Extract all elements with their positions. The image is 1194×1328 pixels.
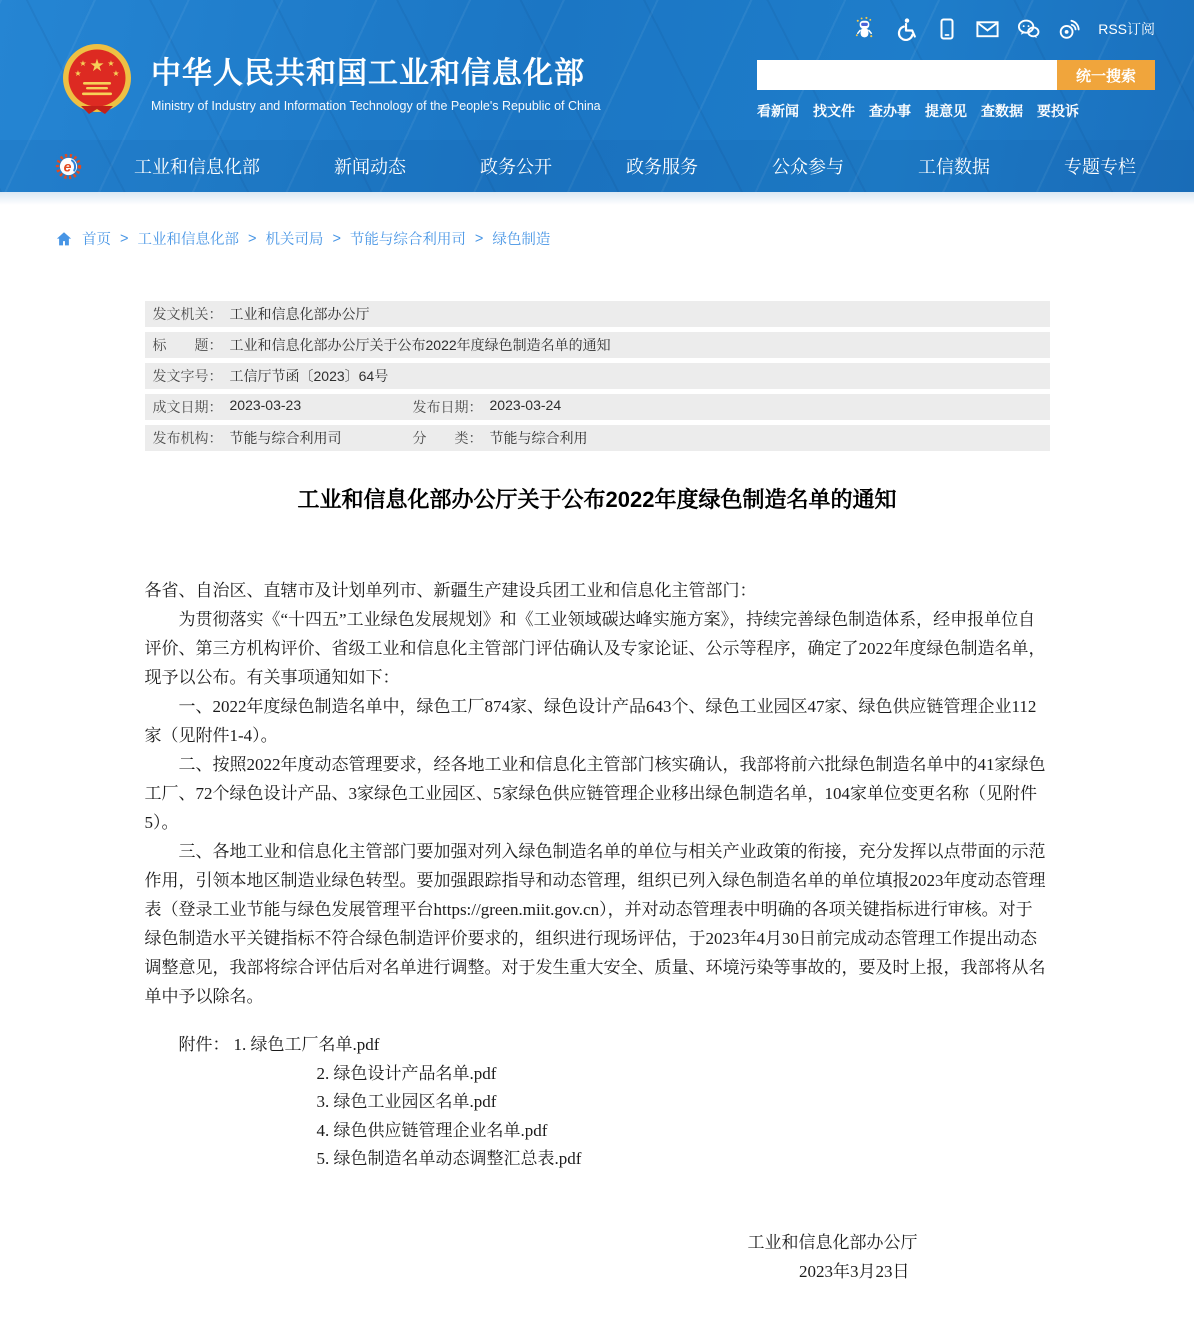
site-subtitle: Ministry of Industry and Information Technology of the People's Republic of China xyxy=(151,98,601,113)
meta-value: 工业和信息化部办公厅 xyxy=(229,306,370,322)
quick-links xyxy=(757,101,1155,121)
svg-text:★: ★ xyxy=(112,69,120,78)
attachment-link-green-industrial-parks[interactable]: 3. 绿色工业园区名单.pdf xyxy=(316,1092,497,1111)
mail-icon[interactable] xyxy=(975,16,1000,41)
quick-link-news[interactable]: 看新闻 xyxy=(757,103,799,119)
breadcrumb-energy-dept[interactable]: 节能与综合利用司 xyxy=(349,232,466,248)
meta-label: 发文机关： xyxy=(152,306,223,322)
meta-label: 发布日期： xyxy=(412,399,483,415)
meta-label: 分 类： xyxy=(412,430,483,446)
meta-value: 节能与综合利用司 xyxy=(229,430,342,446)
signature-org: 工业和信息化部办公厅 xyxy=(747,1232,918,1252)
meta-value: 工业和信息化部办公厅关于公布2022年度绿色制造名单的通知 xyxy=(229,337,611,353)
rss-link[interactable]: RSS订阅 xyxy=(1098,20,1155,37)
national-emblem-icon xyxy=(57,40,137,120)
header-fade xyxy=(0,192,1194,205)
document-body xyxy=(145,576,1050,1286)
paragraph-intro: 为贯彻落实《“十四五”工业绿色发展规划》和《工业领域碳达峰实施方案》，持续完善绿色制造体系，经申报单位自评价、第三方机构评价、省级工业和信息化主管部门评估确认及专家论证、公示等程序，确定了2022年度绿色制造名单，现予以公布。有关事项通知如下： xyxy=(144,610,1046,687)
home-icon[interactable] xyxy=(55,230,73,248)
svg-text:★: ★ xyxy=(107,59,115,68)
document-title: 工业和信息化部办公厅关于公布2022年度绿色制造名单的通知 xyxy=(297,487,897,512)
nav-item-miit[interactable]: 工业和信息化部 xyxy=(134,157,260,177)
attachment-link-green-factory[interactable]: 1. 绿色工厂名单.pdf xyxy=(233,1035,380,1054)
mobile-icon[interactable] xyxy=(934,16,959,41)
breadcrumb-separator: > xyxy=(474,230,484,247)
paragraph-item-2: 二、按照2022年度动态管理要求，经各地工业和信息化主管部门核实确认，我部将前六批绿色制造名单中的41家绿色工厂、72个绿色设计产品、3家绿色工业园区、5家绿色供应链管理企业移出绿色制造名单，104家单位变更名称（见附件5）。 xyxy=(144,755,1046,832)
meta-row-title xyxy=(145,332,1050,358)
breadcrumb-departments[interactable]: 机关司局 xyxy=(265,232,324,248)
brand[interactable] xyxy=(57,40,601,120)
breadcrumb-green-manufacturing[interactable]: 绿色制造 xyxy=(492,232,551,248)
page-bottom-spacer xyxy=(145,1286,1050,1328)
meta-label: 发布机构： xyxy=(152,430,223,446)
breadcrumb-separator: > xyxy=(332,230,341,247)
meta-value: 2023-03-24 xyxy=(489,397,562,413)
meta-label: 成文日期： xyxy=(152,399,223,415)
meta-value: 2023-03-23 xyxy=(229,397,302,413)
svg-text:★: ★ xyxy=(89,56,105,75)
search-area xyxy=(757,60,1155,121)
signature-block xyxy=(145,1228,1050,1286)
breadcrumb-separator: > xyxy=(120,230,129,247)
nav-item-data[interactable]: 工信数据 xyxy=(918,157,990,177)
weibo-icon[interactable] xyxy=(1057,16,1082,41)
attachment-link-green-design-products[interactable]: 2. 绿色设计产品名单.pdf xyxy=(316,1063,497,1083)
search-input[interactable] xyxy=(757,60,1057,90)
meta-row-doc-number xyxy=(145,363,1050,389)
gov-e-logo-icon[interactable] xyxy=(55,153,82,180)
paragraph-item-1: 一、2022年度绿色制造名单中，绿色工厂874家、绿色设计产品643个、绿色工业园区47家、绿色供应链管理企业112家（见附件1-4）。 xyxy=(144,697,1037,745)
svg-text:★: ★ xyxy=(79,59,87,68)
paragraph-item-3: 三、各地工业和信息化主管部门要加强对列入绿色制造名单的单位与相关产业政策的衔接，充分发挥以点带面的示范作用，引领本地区制造业绿色转型。要加强跟踪指导和动态管理，组织已列入绿色制造名单的单位填报2023年度动态管理表（登录工业节能与绿色发展管理平台https://green.miit.gov.cn），并对动态管理表中明确的各项关键指标进行审核。对于绿色制造水平关键指标不符合绿色制造评价要求的，组织进行现场评估，于2023年4月30日前完成动态管理工作提出动态调整意见，我部将综合评估后对名单进行调整。对于发生重大安全、质量、环境污染等事故的，要及时上报，我部将从名单中予以除名。 xyxy=(144,842,1046,1006)
breadcrumb-home[interactable]: 首页 xyxy=(82,232,111,248)
quick-link-data[interactable]: 查数据 xyxy=(981,103,1023,119)
attachments-label: 附件： xyxy=(178,1035,230,1054)
assistant-robot-icon[interactable] xyxy=(852,16,877,41)
attachment-link-adjustment-summary[interactable]: 5. 绿色制造名单动态调整汇总表.pdf xyxy=(316,1149,582,1168)
breadcrumb xyxy=(0,205,1194,249)
site-header xyxy=(0,0,1194,192)
breadcrumb-separator: > xyxy=(247,230,257,247)
meta-value: 工信厅节函〔2023〕64号 xyxy=(229,368,389,384)
svg-text:e: e xyxy=(63,158,72,174)
nav-item-participation[interactable]: 公众参与 xyxy=(772,157,844,177)
breadcrumb-miit[interactable]: 工业和信息化部 xyxy=(137,232,239,248)
wechat-icon[interactable] xyxy=(1016,16,1041,41)
attachment-link-green-supply-chain[interactable]: 4. 绿色供应链管理企业名单.pdf xyxy=(316,1120,548,1140)
document-meta-table xyxy=(145,301,1050,451)
accessibility-icon[interactable] xyxy=(893,16,918,41)
meta-value: 节能与综合利用 xyxy=(489,430,588,446)
main-nav xyxy=(0,140,1194,192)
quick-link-complaint[interactable]: 要投诉 xyxy=(1037,103,1079,119)
nav-item-news[interactable]: 新闻动态 xyxy=(334,157,406,177)
utility-bar xyxy=(852,16,1155,41)
site-title: 中华人民共和国工业和信息化部 xyxy=(151,56,585,90)
nav-item-topics[interactable]: 专题专栏 xyxy=(1064,157,1136,177)
quick-link-feedback[interactable]: 提意见 xyxy=(925,103,967,119)
meta-row-publisher-category xyxy=(145,425,1050,451)
attachments-list xyxy=(145,1031,1050,1174)
quick-link-services[interactable]: 查办事 xyxy=(869,103,911,119)
salutation: 各省、自治区、直辖市及计划单列市、新疆生产建设兵团工业和信息化主管部门： xyxy=(144,581,757,600)
quick-link-files[interactable]: 找文件 xyxy=(813,103,855,119)
meta-label: 发文字号： xyxy=(152,368,223,384)
search-button[interactable]: 统一搜索 xyxy=(1057,60,1155,90)
nav-item-gov-open[interactable]: 政务公开 xyxy=(480,157,552,177)
meta-row-dates xyxy=(145,394,1050,420)
nav-item-gov-services[interactable]: 政务服务 xyxy=(626,157,698,177)
meta-label: 标 题： xyxy=(152,337,223,353)
svg-text:★: ★ xyxy=(74,69,82,78)
document-page xyxy=(145,301,1050,1328)
meta-row-issuing-agency xyxy=(145,301,1050,327)
signature-date: 2023年3月23日 xyxy=(799,1261,910,1281)
